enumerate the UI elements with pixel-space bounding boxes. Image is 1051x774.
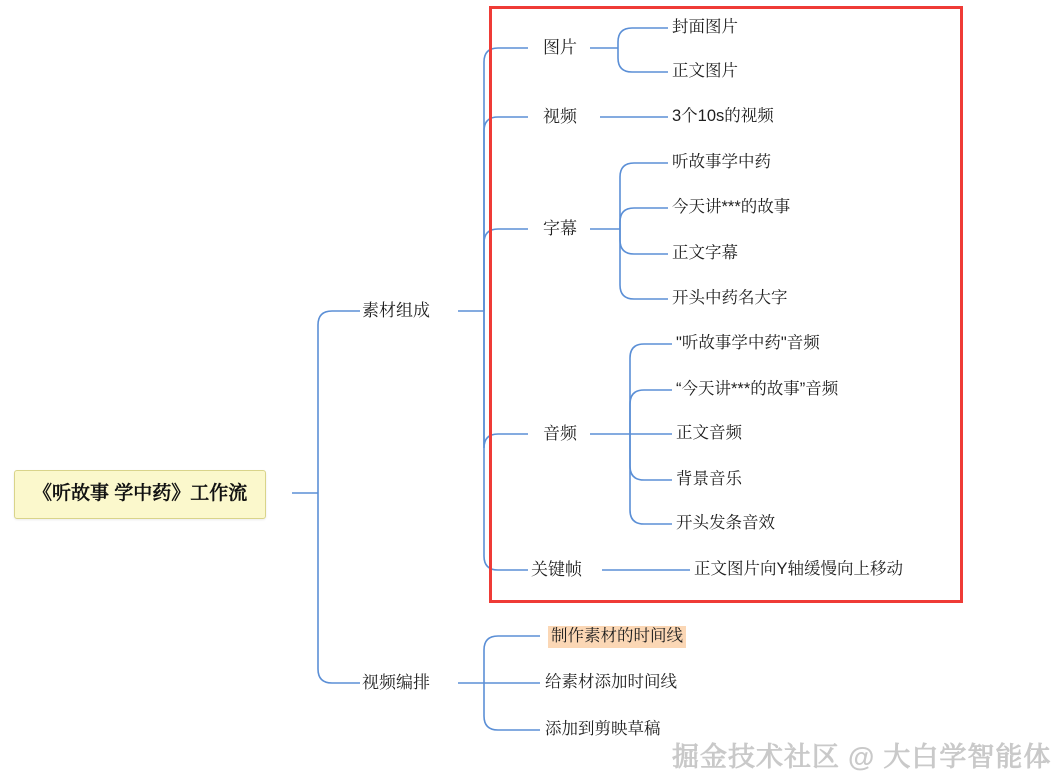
leaf-make-material-timeline[interactable]: 制作素材的时间线: [548, 626, 686, 648]
leaf-add-timeline-to-material[interactable]: 给素材添加时间线: [545, 673, 677, 691]
leaf-subtitle-body[interactable]: 正文字幕: [672, 244, 738, 262]
subnode-audio[interactable]: 音频: [543, 424, 577, 443]
watermark-text: [672, 735, 1051, 774]
leaf-cover-image[interactable]: 封面图片: [672, 18, 738, 36]
leaf-audio-today-story[interactable]: “今天讲***的故事”音频: [676, 380, 839, 398]
watermark-right: 大白学智能体: [883, 742, 1051, 772]
leaf-opening-sound-effect[interactable]: 开头发条音效: [676, 514, 775, 532]
leaf-audio-title[interactable]: "听故事学中药"音频: [676, 334, 820, 352]
leaf-background-music[interactable]: 背景音乐: [676, 470, 742, 488]
subnode-subtitle[interactable]: 字幕: [543, 219, 577, 238]
leaf-subtitle-opening-bigtext[interactable]: 开头中药名大字: [672, 289, 788, 307]
root-node[interactable]: 《听故事 学中药》工作流: [14, 470, 266, 519]
branch-node-video-arrangement[interactable]: 视频编排: [362, 673, 430, 692]
watermark-separator: @: [848, 742, 876, 772]
leaf-three-10s-videos[interactable]: 3个10s的视频: [672, 107, 774, 125]
subnode-keyframe[interactable]: 关键帧: [531, 560, 582, 579]
leaf-audio-body[interactable]: 正文音频: [676, 424, 742, 442]
watermark-left: 掘金技术社区: [672, 742, 840, 772]
leaf-subtitle-today-story[interactable]: 今天讲***的故事: [672, 198, 791, 216]
branch-node-material[interactable]: 素材组成: [362, 301, 430, 320]
subnode-video[interactable]: 视频: [543, 107, 577, 126]
leaf-keyframe-y-axis-move[interactable]: 正文图片向Y轴缓慢向上移动: [694, 560, 904, 578]
subnode-image[interactable]: 图片: [543, 38, 577, 57]
leaf-body-image[interactable]: 正文图片: [672, 62, 738, 80]
leaf-subtitle-title[interactable]: 听故事学中药: [672, 153, 771, 171]
leaf-add-to-jianying-draft[interactable]: 添加到剪映草稿: [545, 720, 661, 738]
